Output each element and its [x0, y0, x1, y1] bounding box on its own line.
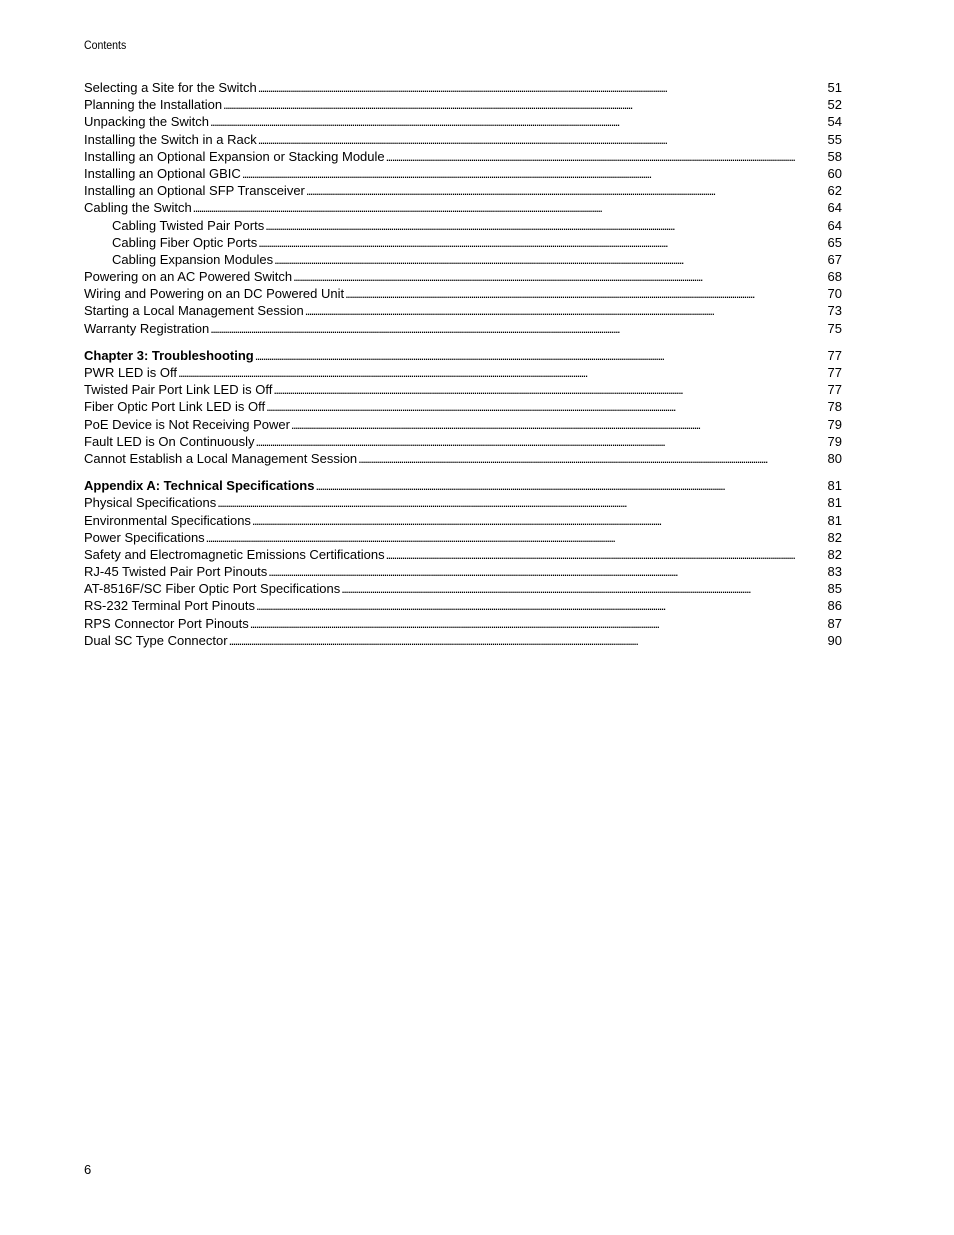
toc-entry[interactable] [84, 320, 842, 337]
toc-entry-title: RS-232 Terminal Port Pinouts [84, 598, 256, 614]
toc-entry[interactable] [84, 433, 842, 450]
toc-entry-title: Unpacking the Switch [84, 114, 210, 130]
toc-entry-page: 77 [827, 365, 842, 380]
toc-entry-page: 64 [827, 200, 842, 216]
toc-entry-page: 54 [827, 114, 842, 130]
dot-leader [256, 597, 827, 614]
toc-entry[interactable] [84, 131, 842, 148]
dot-leader [250, 615, 827, 632]
toc-entry-title: AT-8516F/SC Fiber Optic Port Specifications [84, 581, 341, 597]
toc-entry-page: 86 [827, 598, 842, 614]
toc-entry-title: Starting a Local Management Session [84, 303, 304, 319]
dot-leader [266, 398, 826, 415]
toc-entry[interactable] [84, 182, 842, 199]
toc-entry-page: 78 [827, 399, 842, 415]
running-header-title: Contents [84, 38, 127, 52]
toc-entry-title: Cannot Establish a Local Management Session [84, 450, 358, 466]
dot-leader [273, 381, 826, 398]
toc-entry-title: Installing an Optional SFP Transceiver [84, 183, 305, 199]
toc-entry[interactable] [84, 597, 842, 614]
toc-entry[interactable] [84, 96, 842, 113]
toc-entry[interactable] [84, 398, 842, 415]
dot-leader [255, 347, 827, 364]
toc-entry-page: 82 [827, 529, 842, 545]
dot-leader [345, 285, 826, 302]
toc-entry-page: 77 [827, 347, 842, 363]
toc-entry-page: 79 [827, 416, 842, 432]
toc-entry[interactable] [84, 251, 842, 268]
toc-entry-page: 83 [827, 564, 842, 580]
toc-chapter-entry[interactable] [84, 347, 842, 364]
toc-entry[interactable] [84, 148, 842, 165]
toc-entry-title: Appendix A: Technical Specifications [84, 478, 315, 494]
toc-entry[interactable] [84, 285, 842, 302]
toc-entry[interactable] [84, 364, 842, 381]
toc-entry-page: 73 [827, 303, 842, 319]
toc-entry-page: 62 [827, 183, 842, 199]
toc-entry-page: 67 [827, 251, 842, 267]
table-of-contents [84, 79, 842, 659]
toc-group [84, 477, 842, 649]
toc-chapter-entry[interactable] [84, 477, 842, 494]
dot-leader [315, 477, 826, 494]
dot-leader [229, 632, 827, 649]
dot-leader [274, 251, 826, 268]
toc-entry[interactable] [84, 79, 842, 96]
toc-entry-page: 77 [827, 382, 842, 398]
toc-entry[interactable] [84, 546, 842, 563]
toc-entry-page: 52 [827, 97, 842, 113]
toc-entry-title: Cabling the Switch [84, 200, 192, 216]
toc-entry[interactable] [84, 416, 842, 433]
toc-entry-title: Power Specifications [84, 529, 205, 545]
toc-entry-page: 87 [827, 615, 842, 631]
toc-entry-title: Cabling Fiber Optic Ports [112, 234, 258, 250]
dot-leader [210, 320, 826, 337]
dot-leader [242, 165, 827, 182]
toc-entry[interactable] [84, 113, 842, 130]
toc-entry-page: 80 [827, 450, 842, 466]
toc-entry-title: Dual SC Type Connector [84, 632, 228, 648]
page-number: 6 [84, 1162, 92, 1177]
dot-leader [386, 546, 827, 563]
toc-entry-title: Warranty Registration [84, 320, 210, 336]
toc-entry[interactable] [84, 381, 842, 398]
dot-leader [210, 113, 827, 130]
toc-entry-title: Chapter 3: Troubleshooting [84, 347, 254, 363]
toc-entry[interactable] [84, 512, 842, 529]
dot-leader [252, 512, 827, 529]
toc-entry[interactable] [84, 165, 842, 182]
dot-leader [293, 268, 826, 285]
toc-entry-title: Cabling Twisted Pair Ports [112, 217, 265, 233]
toc-entry[interactable] [84, 302, 842, 319]
toc-entry-page: 60 [827, 165, 842, 181]
dot-leader [258, 79, 827, 96]
toc-entry-page: 79 [827, 433, 842, 449]
toc-entry-page: 70 [827, 286, 842, 302]
toc-entry-title: PWR LED is Off [84, 365, 177, 380]
toc-entry-title: RJ-45 Twisted Pair Port Pinouts [84, 564, 268, 580]
toc-entry[interactable] [84, 494, 842, 511]
toc-entry[interactable] [84, 529, 842, 546]
toc-entry[interactable] [84, 234, 842, 251]
toc-entry-page: 82 [827, 546, 842, 562]
toc-entry-title: Powering on an AC Powered Switch [84, 269, 293, 285]
toc-entry[interactable] [84, 450, 842, 467]
toc-entry-title: Selecting a Site for the Switch [84, 80, 257, 95]
toc-entry-page: 90 [827, 632, 842, 648]
toc-entry-page: 64 [827, 217, 842, 233]
dot-leader [223, 96, 826, 113]
toc-entry-page: 81 [827, 478, 842, 494]
toc-entry-page: 81 [827, 512, 842, 528]
dot-leader [258, 131, 827, 148]
toc-entry[interactable] [84, 632, 842, 649]
toc-entry-page: 55 [827, 131, 842, 147]
dot-leader [305, 302, 827, 319]
dot-leader [268, 563, 826, 580]
toc-entry-page: 85 [827, 581, 842, 597]
toc-entry-page: 75 [827, 320, 842, 336]
dot-leader [386, 148, 827, 165]
dot-leader [193, 199, 827, 216]
toc-entry-title: Safety and Electromagnetic Emissions Certifications [84, 546, 385, 562]
dot-leader [341, 580, 826, 597]
toc-group [84, 347, 842, 467]
dot-leader [178, 364, 827, 381]
toc-entry[interactable] [84, 199, 842, 216]
toc-entry-title: PoE Device is Not Receiving Power [84, 416, 290, 432]
toc-entry-page: 58 [827, 148, 842, 164]
toc-entry-title: Fault LED is On Continuously [84, 433, 255, 449]
toc-entry-title: Installing an Optional Expansion or Stacking Module [84, 148, 385, 164]
toc-entry-page: 65 [827, 234, 842, 250]
dot-leader [206, 529, 827, 546]
dot-leader [265, 217, 826, 234]
toc-entry[interactable] [84, 563, 842, 580]
dot-leader [258, 234, 826, 251]
toc-entry[interactable] [84, 580, 842, 597]
toc-entry-title: Installing the Switch in a Rack [84, 131, 257, 147]
toc-group [84, 79, 842, 337]
toc-entry-page: 81 [827, 495, 842, 511]
toc-entry-title: Fiber Optic Port Link LED is Off [84, 399, 266, 415]
toc-entry[interactable] [84, 268, 842, 285]
toc-entry-title: Twisted Pair Port Link LED is Off [84, 382, 273, 398]
dot-leader [306, 182, 827, 199]
dot-leader [358, 450, 826, 467]
toc-entry-title: Planning the Installation [84, 97, 223, 113]
dot-leader [256, 433, 827, 450]
dot-leader [291, 416, 827, 433]
toc-entry-title: RPS Connector Port Pinouts [84, 615, 249, 631]
toc-entry-title: Cabling Expansion Modules [112, 251, 274, 267]
dot-leader [217, 494, 826, 511]
toc-entry-title: Wiring and Powering on an DC Powered Unit [84, 286, 345, 302]
toc-entry-title: Environmental Specifications [84, 512, 251, 528]
toc-entry[interactable] [84, 615, 842, 632]
toc-entry-title: Physical Specifications [84, 495, 217, 511]
toc-entry-page: 68 [827, 269, 842, 285]
toc-entry[interactable] [84, 217, 842, 234]
toc-entry-title: Installing an Optional GBIC [84, 165, 241, 181]
toc-entry-page: 51 [827, 80, 842, 95]
